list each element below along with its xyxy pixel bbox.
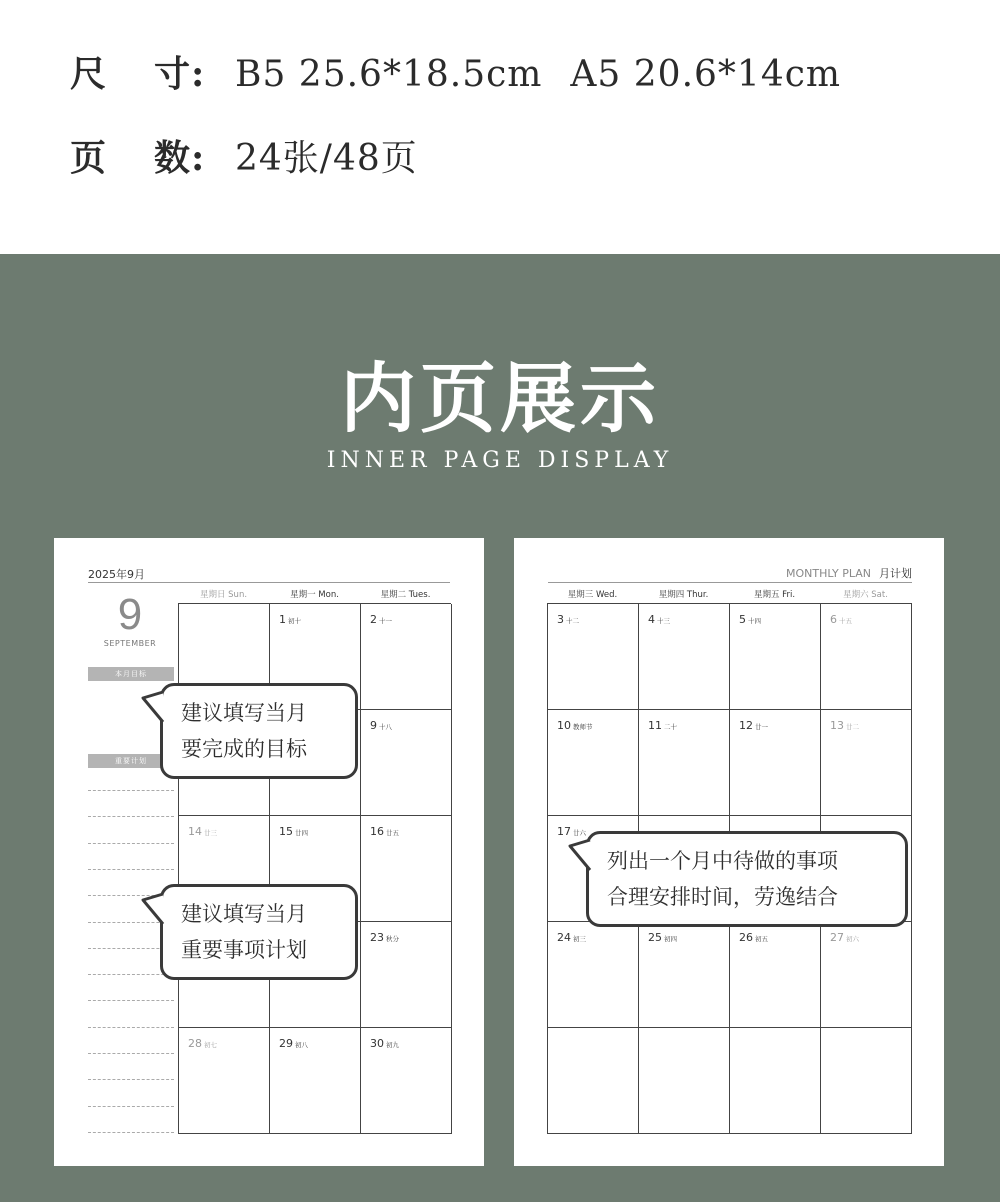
day-number [557, 931, 586, 944]
calendar-day-cell[interactable] [730, 1028, 821, 1134]
day-number [279, 613, 301, 626]
plan-callout-tail [140, 892, 165, 926]
lunar-date: 十三 [657, 617, 670, 625]
todo-callout-tail [567, 838, 592, 872]
pages-label-char-1: 页 [70, 137, 108, 179]
calendar-day-cell[interactable] [548, 604, 639, 710]
day-number [830, 931, 859, 944]
todo-callout-line-1: 列出一个月中待做的事项 [607, 849, 838, 873]
day-date: 6 [830, 613, 837, 626]
lunar-date: 十八 [379, 723, 392, 731]
weekday-header: 星期三 Wed. [567, 590, 618, 600]
weekday-header: 星期六 Sat. [843, 590, 888, 600]
lunar-date: 廿二 [846, 723, 859, 731]
goal-callout-line-2: 要完成的目标 [181, 737, 307, 761]
day-number [830, 613, 852, 626]
day-number [188, 825, 217, 838]
day-number [370, 825, 399, 838]
section-title: 内页展示 [340, 354, 660, 443]
calendar-day-cell[interactable] [548, 1028, 639, 1134]
pages-value: 24张/48页 [235, 138, 418, 179]
plan-line[interactable] [88, 1000, 174, 1001]
day-number [739, 719, 768, 732]
day-date: 13 [830, 719, 844, 732]
day-number [830, 719, 859, 732]
day-date: 4 [648, 613, 655, 626]
day-number [370, 613, 392, 626]
calendar-day-cell[interactable] [639, 604, 730, 710]
page-date: 2025年9月 [88, 568, 145, 581]
calendar-day-cell[interactable] [639, 922, 730, 1028]
size-label-char-2: 寸: [154, 53, 206, 95]
calendar-day-cell[interactable] [361, 710, 452, 816]
goal-callout-tail [140, 690, 165, 724]
day-number [648, 931, 677, 944]
day-number [648, 613, 670, 626]
day-number [279, 825, 308, 838]
day-date: 5 [739, 613, 746, 626]
day-date: 23 [370, 931, 384, 944]
plan-line[interactable] [88, 1053, 174, 1054]
lunar-date: 十四 [748, 617, 761, 625]
plan-line[interactable] [88, 869, 174, 870]
month-number: 9 [117, 590, 143, 639]
day-number [370, 719, 392, 732]
lunar-date: 初三 [573, 935, 586, 943]
weekday-header: 星期四 Thur. [658, 590, 709, 600]
lunar-date: 二十 [664, 723, 677, 731]
size-label-char-1: 尺 [70, 53, 108, 95]
day-date: 25 [648, 931, 662, 944]
day-date: 9 [370, 719, 377, 732]
lunar-date: 廿三 [204, 829, 217, 837]
monthly-goal-tag: 本月目标 [88, 667, 174, 681]
calendar-day-cell[interactable] [361, 1028, 452, 1134]
day-date: 28 [188, 1037, 202, 1050]
plan-line[interactable] [88, 1027, 174, 1028]
monthly-plan-title-en: MONTHLY PLAN [785, 567, 871, 580]
left-planner-page [54, 538, 484, 1166]
pages-label [70, 130, 235, 181]
day-number [557, 613, 579, 626]
header-rule [88, 582, 450, 583]
weekday-header: 星期五 Fri. [753, 590, 796, 600]
calendar-day-cell[interactable] [639, 1028, 730, 1134]
day-date: 10 [557, 719, 571, 732]
todo-callout [586, 831, 908, 927]
lunar-date: 十一 [379, 617, 392, 625]
lunar-date: 初十 [288, 617, 301, 625]
size-spec-row [70, 46, 841, 97]
day-date: 16 [370, 825, 384, 838]
weekday-header: 星期一 Mon. [290, 590, 339, 600]
calendar-day-cell[interactable] [821, 1028, 912, 1134]
todo-callout-line-2: 合理安排时间，劳逸结合 [607, 885, 838, 909]
lunar-date: 十五 [839, 617, 852, 625]
header-rule [548, 582, 912, 583]
section-subtitle: INNER PAGE DISPLAY [326, 448, 674, 473]
calendar-day-cell[interactable] [270, 1028, 361, 1134]
day-number [739, 931, 768, 944]
calendar-day-cell[interactable] [821, 604, 912, 710]
day-date: 11 [648, 719, 662, 732]
lunar-date: 初九 [386, 1041, 399, 1049]
day-number [279, 1037, 308, 1050]
lunar-date: 初五 [755, 935, 768, 943]
calendar-day-cell[interactable] [639, 710, 730, 816]
lunar-date: 廿五 [386, 829, 399, 837]
calendar-day-cell[interactable] [730, 604, 821, 710]
calendar-day-cell[interactable] [179, 1028, 270, 1134]
day-date: 29 [279, 1037, 293, 1050]
lunar-date: 廿一 [755, 723, 768, 731]
lunar-date: 初六 [846, 935, 859, 943]
day-date: 12 [739, 719, 753, 732]
plan-line[interactable] [88, 1079, 174, 1080]
monthly-plan-title-cn: 月计划 [879, 567, 912, 580]
plan-line[interactable] [88, 843, 174, 844]
specs-section [0, 0, 1000, 254]
calendar-day-cell[interactable] [821, 710, 912, 816]
day-date: 15 [279, 825, 293, 838]
calendar-day-cell[interactable] [361, 922, 452, 1028]
calendar-day-cell[interactable] [361, 604, 452, 710]
lunar-date: 初七 [204, 1041, 217, 1049]
day-date: 1 [279, 613, 286, 626]
lunar-date: 秋分 [386, 935, 399, 943]
calendar-day-cell[interactable] [548, 922, 639, 1028]
month-name: SEPTEMBER [103, 639, 157, 648]
plan-callout-line-2: 重要事项计划 [181, 938, 307, 962]
calendar-day-cell[interactable] [548, 710, 639, 816]
day-number [370, 931, 399, 944]
plan-line[interactable] [88, 974, 174, 975]
calendar-day-cell[interactable] [730, 710, 821, 816]
calendar-day-cell[interactable] [730, 922, 821, 1028]
weekday-header: 星期日 Sun. [199, 590, 248, 600]
goal-callout [160, 683, 358, 779]
plan-callout [160, 884, 358, 980]
day-date: 30 [370, 1037, 384, 1050]
plan-line[interactable] [88, 790, 174, 791]
day-number [557, 719, 593, 732]
day-date: 14 [188, 825, 202, 838]
calendar-day-cell[interactable] [821, 922, 912, 1028]
plan-callout-line-1: 建议填写当月 [181, 902, 307, 926]
day-date: 24 [557, 931, 571, 944]
day-date: 3 [557, 613, 564, 626]
calendar-day-cell[interactable] [361, 816, 452, 922]
weekday-header: 星期二 Tues. [380, 590, 431, 600]
day-number [557, 825, 586, 838]
plan-line[interactable] [88, 1106, 174, 1107]
pages-label-char-2: 数: [154, 137, 206, 179]
important-plan-tag: 重要计划 [88, 754, 174, 768]
lunar-date: 十二 [566, 617, 579, 625]
lunar-date: 教师节 [573, 723, 593, 731]
size-b5-value: B5 25.6*18.5cm [235, 54, 543, 95]
day-date: 2 [370, 613, 377, 626]
goal-callout-line-1: 建议填写当月 [181, 701, 307, 725]
lunar-date: 初四 [664, 935, 677, 943]
day-number [739, 613, 761, 626]
day-number [188, 1037, 217, 1050]
lunar-date: 廿四 [295, 829, 308, 837]
size-label [70, 46, 235, 97]
day-number [370, 1037, 399, 1050]
lunar-date: 廿六 [573, 829, 586, 837]
day-date: 27 [830, 931, 844, 944]
plan-line[interactable] [88, 816, 174, 817]
day-date: 26 [739, 931, 753, 944]
monthly-plan-title [786, 565, 912, 581]
plan-line[interactable] [88, 1132, 174, 1133]
day-number [648, 719, 677, 732]
lunar-date: 初八 [295, 1041, 308, 1049]
size-a5-value: A5 20.6*14cm [570, 54, 842, 95]
pages-spec-row [70, 130, 418, 181]
day-date: 17 [557, 825, 571, 838]
